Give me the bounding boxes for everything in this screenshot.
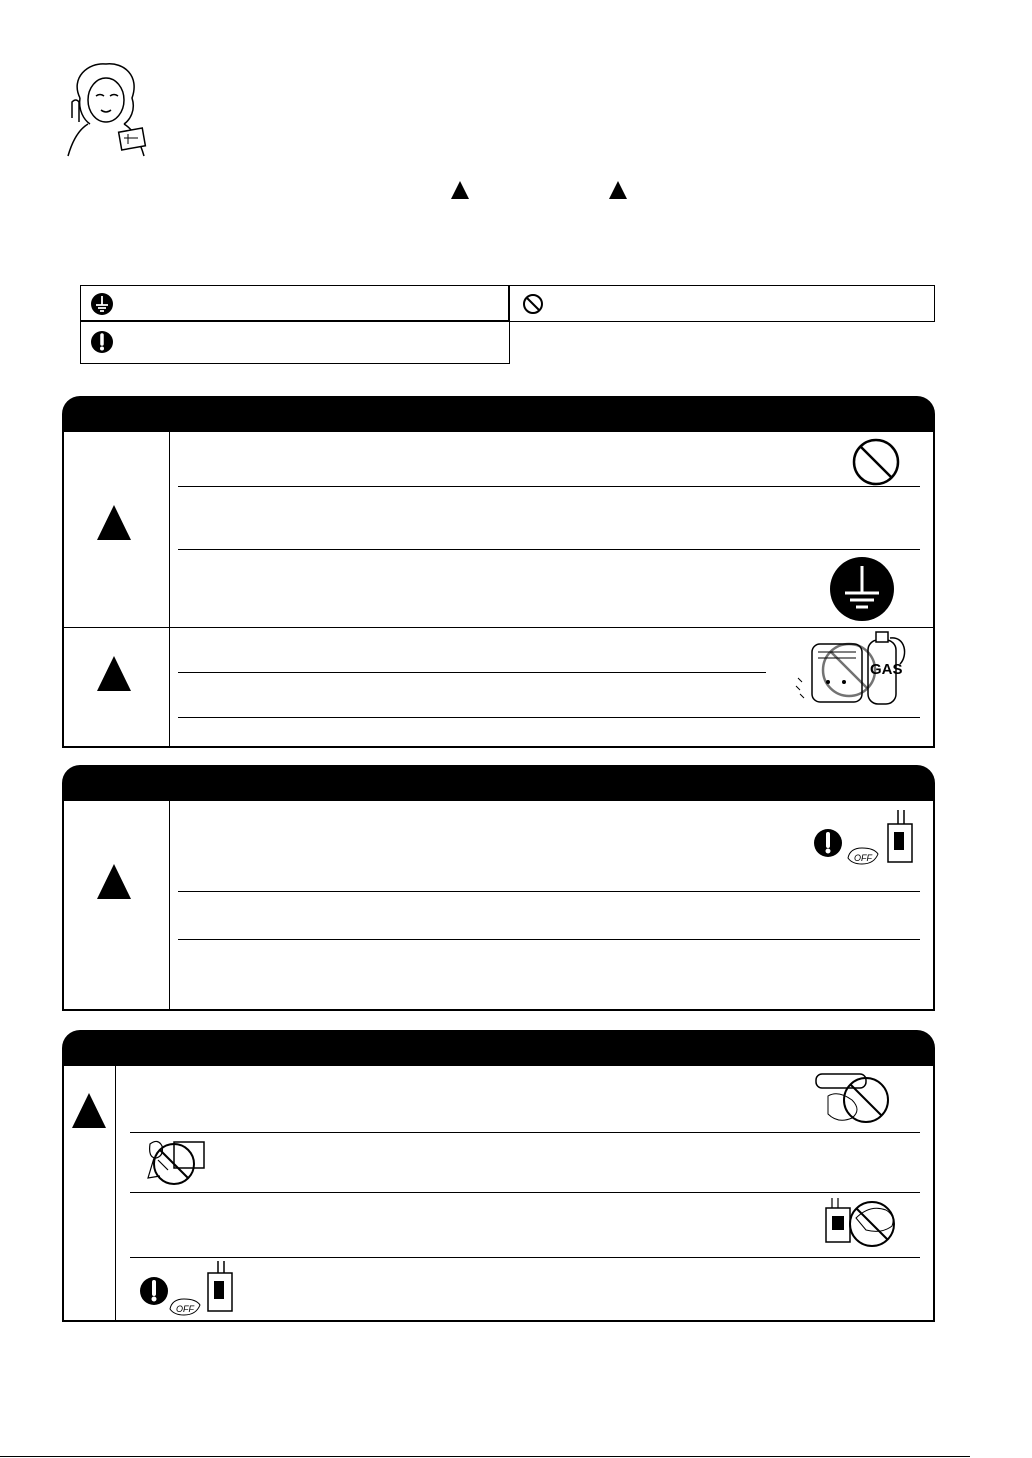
warning-triangle-icon — [72, 1093, 106, 1128]
symbol-legend-ground — [80, 285, 510, 322]
symbol-legend-prohibited — [508, 285, 935, 322]
no-wet-hands-illustration — [820, 1196, 902, 1256]
prohibited-icon — [851, 437, 901, 487]
no-climbing-illustration — [138, 1134, 210, 1190]
warning-triangle-icon — [97, 656, 131, 691]
off-label: OFF — [854, 853, 872, 863]
exclamation-icon — [90, 330, 114, 354]
warning-triangle-icon — [97, 864, 131, 899]
section-header-bar — [62, 1030, 935, 1066]
warning-section-2 — [62, 799, 935, 1011]
no-touching-outlet-illustration — [808, 1068, 898, 1130]
warning-triangle-icon — [609, 181, 627, 199]
breaker-off-icon — [168, 1259, 242, 1319]
gas-label: GAS — [870, 661, 903, 678]
section-header-bar — [62, 396, 935, 432]
page-bottom-rule — [0, 1456, 970, 1457]
ground-symbol-icon — [90, 292, 114, 316]
warning-triangle-icon — [97, 505, 131, 540]
exclamation-icon — [813, 828, 843, 858]
exclamation-icon — [139, 1276, 169, 1306]
symbol-legend-mandatory — [80, 320, 510, 364]
advisor-woman-illustration — [58, 58, 154, 158]
off-label: OFF — [176, 1304, 194, 1314]
prohibited-icon — [522, 293, 544, 315]
gas-cylinder-illustration — [794, 630, 914, 712]
breaker-off-icon — [846, 808, 916, 868]
section-header-bar — [62, 765, 935, 801]
ground-symbol-icon — [829, 556, 895, 622]
warning-triangle-icon — [451, 181, 469, 199]
